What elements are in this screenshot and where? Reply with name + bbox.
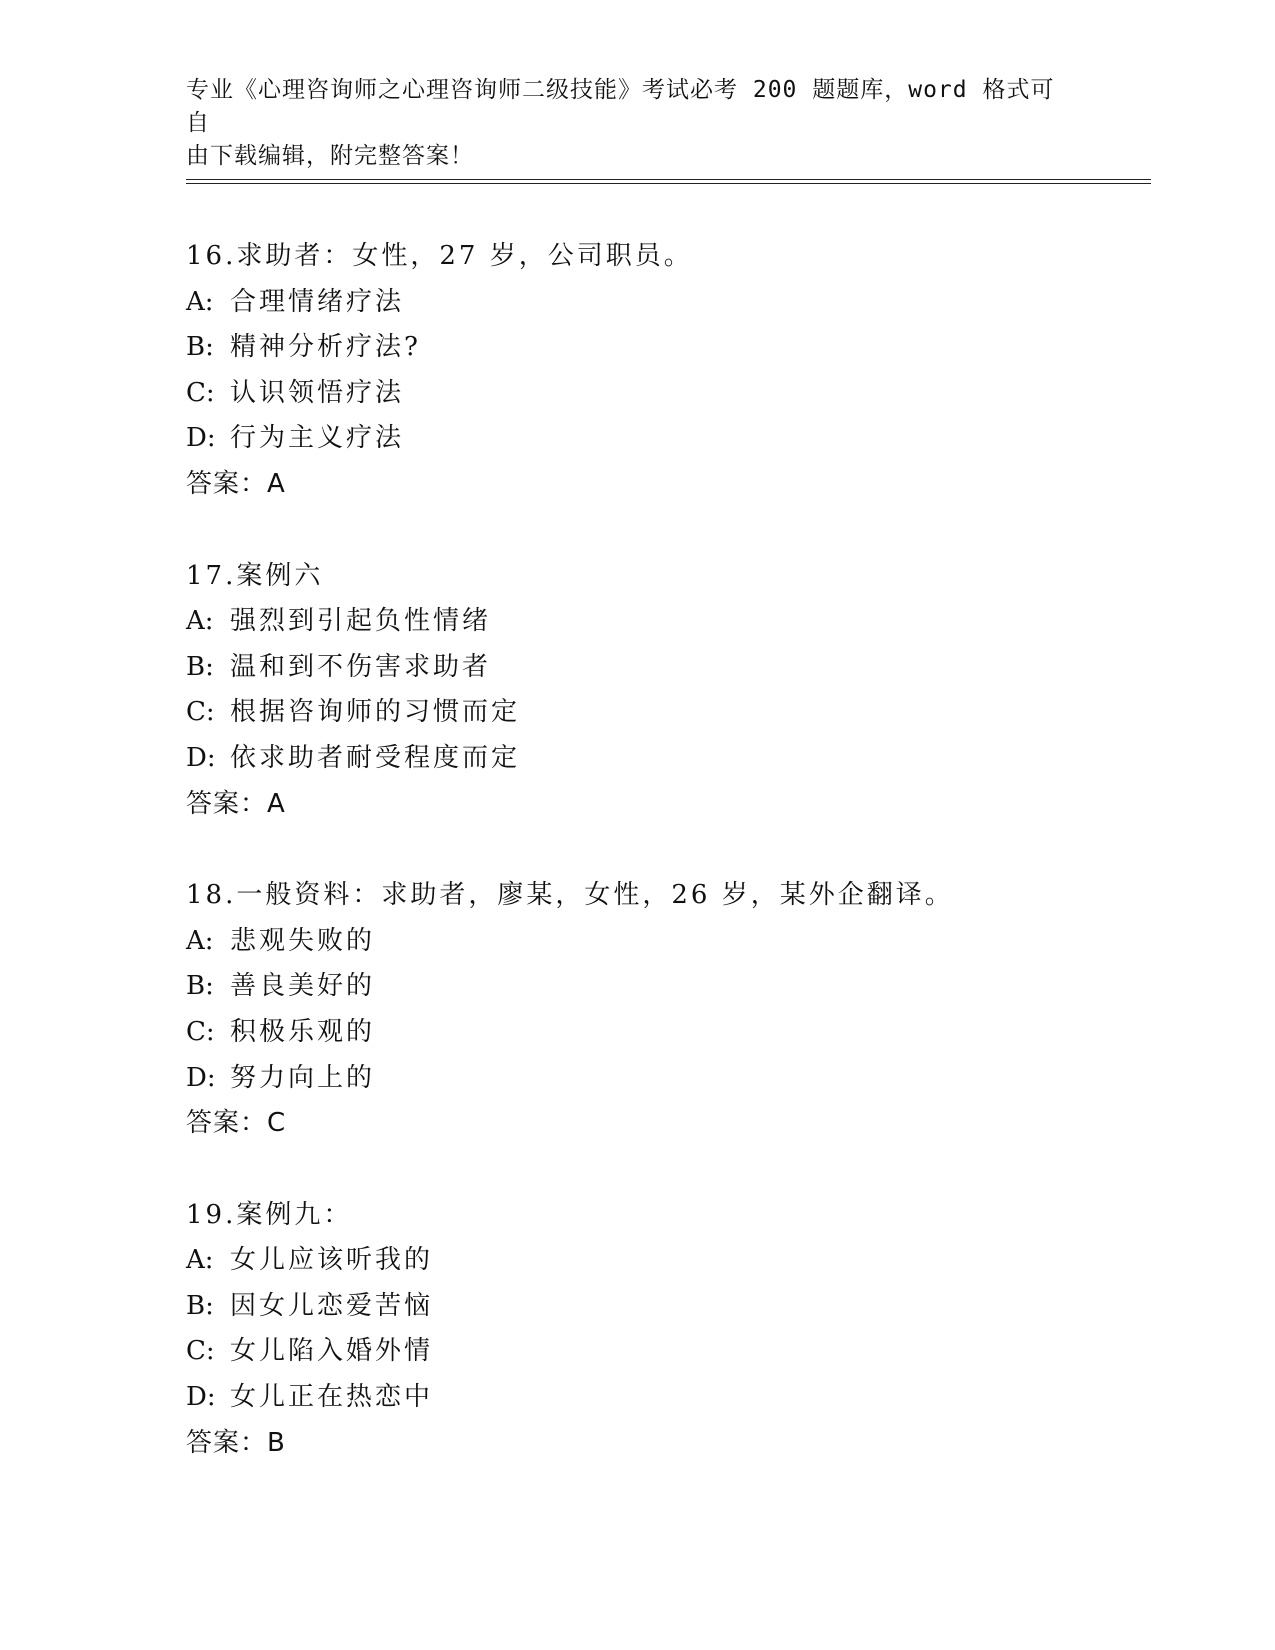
option-letter: C: (186, 697, 215, 728)
option-letter: C: (186, 1016, 215, 1047)
option-text: 精神分析疗法? (230, 332, 421, 363)
option-text: 女儿陷入婚外情 (230, 1336, 434, 1367)
question-16 (186, 234, 1146, 508)
option-b (186, 325, 1146, 371)
option-text: 温和到不伤害求助者 (230, 651, 492, 682)
option-text: 根据咨询师的习惯而定 (230, 697, 521, 728)
option-c (186, 690, 1146, 736)
option-text: 善良美好的 (230, 971, 376, 1002)
option-d (186, 1056, 1146, 1102)
option-letter: A: (186, 1245, 214, 1276)
question-stem: 19.案例九： (186, 1199, 353, 1230)
option-letter: B: (186, 1290, 214, 1321)
option-text: 女儿应该听我的 (230, 1245, 434, 1276)
option-letter: B: (186, 651, 214, 682)
option-d (186, 736, 1146, 782)
option-letter: A: (186, 925, 214, 956)
question-stem: 17.案例六 (186, 560, 324, 591)
option-c (186, 371, 1146, 417)
question-18 (186, 873, 1146, 1147)
header-divider-top (186, 179, 1151, 180)
option-text: 积极乐观的 (230, 1016, 376, 1047)
option-text: 依求助者耐受程度而定 (230, 742, 521, 773)
answer-line: 答案：A (186, 788, 286, 819)
option-letter: D: (186, 742, 216, 773)
option-a (186, 280, 1146, 326)
question-19 (186, 1193, 1146, 1467)
answer-line: 答案：B (186, 1427, 286, 1458)
option-letter: B: (186, 971, 214, 1002)
option-b (186, 1284, 1146, 1330)
document-header (186, 74, 1066, 173)
option-letter: A: (186, 606, 214, 637)
option-b (186, 645, 1146, 691)
option-letter: D: (186, 1062, 216, 1093)
option-letter: A: (186, 286, 214, 317)
option-letter: C: (186, 377, 215, 408)
option-a (186, 919, 1146, 965)
question-stem: 18.一般资料：求助者，廖某，女性，26 岁，某外企翻译。 (186, 880, 954, 911)
option-text: 女儿正在热恋中 (230, 1382, 434, 1413)
option-text: 因女儿恋爱苦恼 (230, 1290, 434, 1321)
option-text: 合理情绪疗法 (230, 286, 405, 317)
option-a (186, 599, 1146, 645)
option-letter: D: (186, 423, 216, 454)
question-list (186, 234, 1146, 1512)
option-letter: D: (186, 1382, 216, 1413)
option-b (186, 964, 1146, 1010)
option-d (186, 416, 1146, 462)
option-text: 行为主义疗法 (230, 423, 405, 454)
option-text: 努力向上的 (230, 1062, 376, 1093)
question-stem: 16.求助者：女性，27 岁，公司职员。 (186, 241, 693, 271)
answer-line: 答案：C (186, 1108, 287, 1139)
option-letter: C: (186, 1336, 215, 1367)
answer-line: 答案：A (186, 468, 286, 499)
option-c (186, 1329, 1146, 1375)
option-c (186, 1010, 1146, 1056)
question-17 (186, 554, 1146, 828)
option-d (186, 1375, 1146, 1421)
option-text: 悲观失败的 (230, 925, 376, 956)
header-line-1: 专业《心理咨询师之心理咨询师二级技能》考试必考 200 题题库，word 格式可自 (186, 77, 1055, 136)
option-a (186, 1238, 1146, 1284)
option-text: 强烈到引起负性情绪 (230, 606, 492, 637)
header-line-2: 由下载编辑，附完整答案！ (186, 143, 474, 169)
option-letter: B: (186, 332, 214, 363)
header-divider-bottom (186, 183, 1151, 184)
option-text: 认识领悟疗法 (230, 377, 405, 408)
